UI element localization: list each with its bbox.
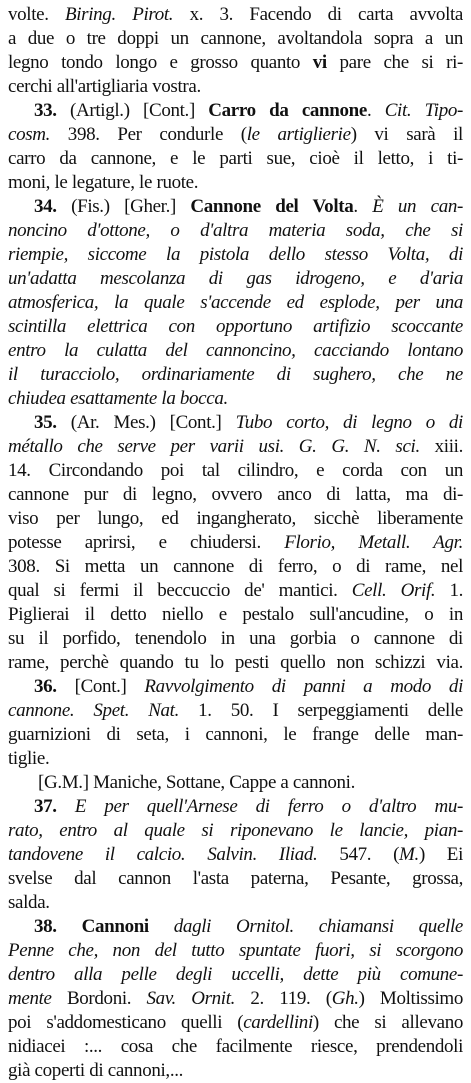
italic-text: riempie, siccome la pistola dello stesso Volta, di [8, 244, 463, 265]
text-line [8, 795, 463, 819]
italic-text: noncino d'ottone, o d'altra materia soda, che si [8, 220, 463, 241]
text-run: x. 3. Facendo di carta avvolta [173, 4, 463, 25]
italic-text: È un can- [372, 196, 463, 217]
italic-text: dagli Ornitol. chiamansi quelle [173, 916, 463, 937]
bold-text: 38. [34, 916, 57, 937]
text-line [8, 387, 463, 411]
bold-text: vi [312, 52, 327, 73]
italic-text: Penne che, non del tutto spuntate fuori, si scorgono [8, 940, 463, 961]
text-run: moni, le legature, le ruote. [8, 172, 199, 193]
text-run: (Ar. Mes.) [Cont.] [56, 412, 236, 433]
italic-text: chiudea esattamente la bocca. [8, 388, 228, 409]
text-line [8, 483, 463, 507]
text-run: pare che si ri- [326, 52, 463, 73]
text-line [8, 1011, 463, 1035]
text-line [8, 891, 463, 915]
text-run: xiii. [419, 436, 463, 457]
text-run: legno tondo longo e grosso quanto [8, 52, 313, 73]
text-line [8, 531, 463, 555]
text-line [8, 507, 463, 531]
italic-text: E per quell'Arnese di ferro o d'altro mu- [74, 796, 463, 817]
text-line [8, 75, 463, 99]
text-run [57, 796, 75, 817]
bold-text: 33. [34, 100, 57, 121]
text-run: nidiacei :... cosa che facilmente riesce, prendendoli [8, 1036, 463, 1057]
text-run: guarnizioni di seta, i cannoni, le frange delle man- [8, 724, 463, 745]
text-line [8, 171, 463, 195]
text-line [8, 27, 463, 51]
italic-text: Cell. Orif. [351, 580, 436, 601]
text-line [8, 939, 463, 963]
text-run: ) vi sarà il [350, 124, 463, 145]
italic-text: métallo che serve per varii usi. G. G. N. sci. [8, 436, 420, 457]
bold-text: Cannone del Volta [190, 196, 354, 217]
text-line [8, 123, 463, 147]
text-line [8, 1035, 463, 1059]
text-run: ) Moltissimo [358, 988, 463, 1009]
text-run: cannone pur di legno, ovvero anco di latta, ma di- [8, 484, 463, 505]
italic-text: un'adatta mescolanza di gas idrogeno, e d'aria [8, 268, 463, 289]
text-run: ) che si allevano [312, 1012, 463, 1033]
bold-text: 36. [34, 676, 57, 697]
text-run: volte. [8, 4, 65, 25]
text-run: già coperti di cannoni,... [8, 1060, 184, 1081]
text-run: carro da cannone, e le parti sue, cioè il letto, i ti- [8, 148, 463, 169]
text-run: cerchi all'artigliaria vostra. [8, 76, 201, 97]
text-line [8, 195, 463, 219]
italic-text: Florio, Metall. Agr. [284, 532, 463, 553]
italic-text: tandovene il calcio. Salvin. Iliad. [8, 844, 318, 865]
text-run: 14. Circondando poi tal cilindro, e corda con un [8, 460, 463, 481]
italic-text: dentro alla pelle degli uccelli, dette più comune- [8, 964, 463, 985]
italic-text: Biring. Pirot. [65, 4, 174, 25]
italic-text: Cit. Tipo- [384, 100, 463, 121]
text-run: 1. 50. I serpeggiamenti delle [179, 700, 463, 721]
text-line [8, 867, 463, 891]
italic-text: cosm. [8, 124, 51, 145]
text-run: . [353, 196, 373, 217]
italic-text: cardellini [243, 1012, 313, 1033]
italic-text: atmosferica, la quale s'accende ed esplode, per una [8, 292, 463, 313]
italic-text: Ravvolgimento di panni a modo di [144, 676, 463, 697]
text-line [8, 987, 463, 1011]
text-line [8, 747, 463, 771]
italic-text: M. [399, 844, 419, 865]
text-run: qual si fermi il beccuccio de' mantici. [8, 580, 352, 601]
text-run: [Cont.] [56, 676, 145, 697]
text-line [8, 267, 463, 291]
italic-text: le artiglierie [246, 124, 351, 145]
text-line [8, 147, 463, 171]
text-line [8, 675, 463, 699]
text-line [8, 699, 463, 723]
text-run: poi s'addomesticano quelli ( [8, 1012, 244, 1033]
bold-text: Carro da cannone [208, 100, 367, 121]
text-run: Piglierai il detto niello e pestalo sull'ancudine, o in [8, 604, 463, 625]
text-line [8, 771, 463, 795]
italic-text: scintilla elettrica con opportuno artifizio scoccante [8, 316, 463, 337]
text-run: tiglie. [8, 748, 50, 769]
text-line [8, 603, 463, 627]
text-line [8, 339, 463, 363]
text-run: . [366, 100, 385, 121]
text-line [8, 579, 463, 603]
text-line [8, 3, 463, 27]
text-run: rame, perchè quando tu lo pesti quello non schizzi via. [8, 652, 463, 673]
text-line [8, 315, 463, 339]
bold-text: Cannoni [81, 916, 149, 937]
text-line [8, 651, 463, 675]
italic-text: cannone. Spet. Nat. [8, 700, 179, 721]
text-line [8, 843, 463, 867]
text-line [8, 291, 463, 315]
italic-text: Sav. Ornit. [146, 988, 236, 1009]
italic-text: Tubo corto, di legno o di [235, 412, 463, 433]
italic-text: entro la culatta del cannoncino, cacciando lontano [8, 340, 463, 361]
bold-text: 35. [34, 412, 57, 433]
italic-text: rato, entro al quale si riponevano le lancie, pian- [8, 820, 463, 841]
text-line [8, 627, 463, 651]
text-line [8, 963, 463, 987]
text-line [8, 459, 463, 483]
text-run: [G.M.] Maniche, Sottane, Cappe a cannoni. [38, 772, 355, 793]
text-run: 2. 119. ( [235, 988, 332, 1009]
text-run [149, 916, 174, 937]
text-run: (Fis.) [Gher.] [56, 196, 191, 217]
text-run: a due o tre doppi un cannone, avoltandola sopra a un [8, 28, 463, 49]
bold-text: 37. [34, 796, 57, 817]
text-run: ) Ei [418, 844, 463, 865]
text-line [8, 219, 463, 243]
text-line [8, 723, 463, 747]
text-line [8, 51, 463, 75]
text-line [8, 819, 463, 843]
text-line [8, 99, 463, 123]
italic-text: il turacciolo, ordinariamente di sughero, che ne [8, 364, 463, 385]
text-line [8, 363, 463, 387]
italic-text: Gh. [331, 988, 359, 1009]
italic-text: mente [8, 988, 52, 1009]
text-line [8, 555, 463, 579]
text-run: 308. Si metta un cannone di ferro, o di rame, nel [8, 556, 463, 577]
text-run [57, 916, 82, 937]
text-run: 547. ( [317, 844, 400, 865]
text-run: viso per lungo, ed ingangherato, sicchè liberamente [8, 508, 463, 529]
bold-text: 34. [34, 196, 57, 217]
text-run: su il porfido, tenendolo in una gorbia o cannone di [8, 628, 463, 649]
text-run: (Artigl.) [Cont.] [56, 100, 209, 121]
text-line [8, 435, 463, 459]
text-run: potesse aprirsi, e chiudersi. [8, 532, 285, 553]
text-line [8, 915, 463, 939]
text-run: 398. Per condurle ( [50, 124, 247, 145]
text-line [8, 411, 463, 435]
text-run: salda. [8, 892, 50, 913]
text-run: 1. [435, 580, 463, 601]
text-line [8, 1059, 463, 1083]
text-run: svelse dal cannon l'asta paterna, Pesante, grossa, [8, 868, 463, 889]
text-run: Bordoni. [51, 988, 147, 1009]
text-line [8, 243, 463, 267]
